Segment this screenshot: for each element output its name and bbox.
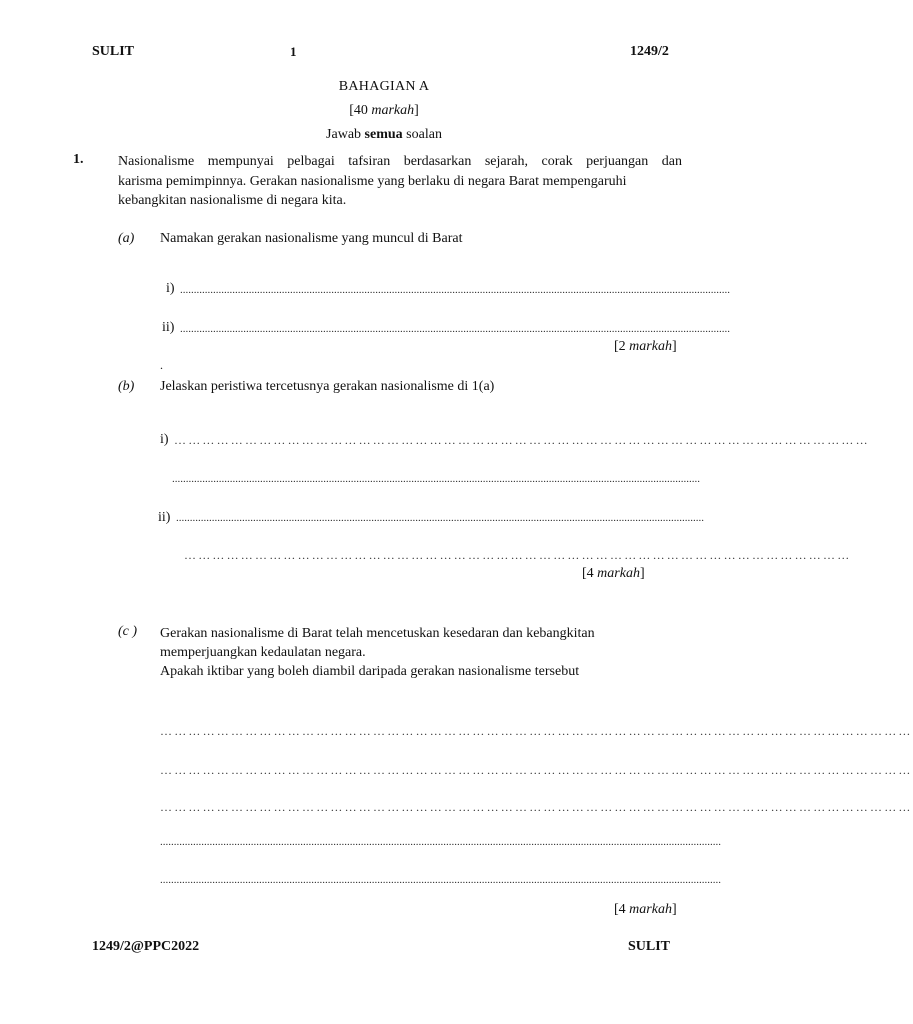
header-sulit: SULIT <box>92 44 135 59</box>
section-title: BAHAGIAN A <box>338 79 430 94</box>
question-stem-line2: karisma pemimpinnya. Gerakan nasionalisme yang berlaku di negara Barat mempengaruhi <box>118 174 627 189</box>
part-c-question-line3: Apakah iktibar yang boleh diambil daripada gerakan nasionalisme tersebut <box>160 664 580 679</box>
question-number: 1. <box>73 152 84 167</box>
part-a-answer-line1[interactable]: ........................................................................................................................................................................................................ <box>180 284 730 296</box>
section-instruction: Jawab semua soalan <box>326 127 442 142</box>
part-a-answer-line2[interactable]: ........................................................................................................................................................................................................ <box>180 323 730 335</box>
question-stem-line3: kebangkitan nasionalisme di negara kita. <box>118 193 347 208</box>
part-b-question: Jelaskan peristiwa tercetusnya gerakan nasionalisme di 1(a) <box>160 379 495 394</box>
part-b-answer-line3[interactable]: ................................................................................................................................................................................................ <box>176 512 704 524</box>
page-number: 1 <box>290 44 297 59</box>
part-b-answer-line4[interactable]: …………………………………………………………………………………………………………………………… <box>184 548 852 562</box>
section-marks: [40 markah] <box>349 103 419 118</box>
part-b-item1-label: i) <box>160 432 169 447</box>
part-c-question-line2: memperjuangkan kedaulatan negara. <box>160 645 366 660</box>
part-b-item2-label: ii) <box>158 510 171 525</box>
header-code: 1249/2 <box>630 44 669 59</box>
part-c-answer-line4[interactable]: ............................................................................................................................................................................................................ <box>160 836 721 848</box>
part-a-item1-label: i) <box>166 281 175 296</box>
footer-sulit: SULIT <box>628 939 671 954</box>
part-c-answer-line1[interactable]: …………………………………………………………………………………………………………………………………………… <box>160 724 913 738</box>
part-c-answer-line3[interactable]: …………………………………………………………………………………………………………………………………………… <box>160 800 913 814</box>
part-a-marks: [2 markah] <box>614 339 677 354</box>
part-a-label: (a) <box>118 231 135 246</box>
part-c-question-line1: Gerakan nasionalisme di Barat telah mencetuskan kesedaran dan kebangkitan <box>160 626 595 641</box>
part-b-answer-line2[interactable]: ................................................................................................................................................................................................ <box>172 473 700 485</box>
stray-dot: . <box>160 358 163 372</box>
part-b-marks: [4 markah] <box>582 566 645 581</box>
part-b-answer-line1[interactable]: ………………………………………………………………………………………………………………………………… <box>174 433 870 447</box>
part-a-item2-label: ii) <box>162 320 175 335</box>
part-c-label: (c ) <box>118 624 138 639</box>
question-stem-line1: Nasionalisme mempunyai pelbagai tafsiran berdasarkan sejarah, corak perjuangan dan <box>118 154 682 169</box>
part-c-marks: [4 markah] <box>614 902 677 917</box>
part-b-label: (b) <box>118 379 135 394</box>
part-c-answer-line2[interactable]: …………………………………………………………………………………………………………………………………………… <box>160 763 913 777</box>
footer-code: 1249/2@PPC2022 <box>92 939 200 954</box>
part-c-answer-line5[interactable]: ............................................................................................................................................................................................................ <box>160 874 721 886</box>
part-a-question: Namakan gerakan nasionalisme yang muncul di Barat <box>160 231 463 246</box>
